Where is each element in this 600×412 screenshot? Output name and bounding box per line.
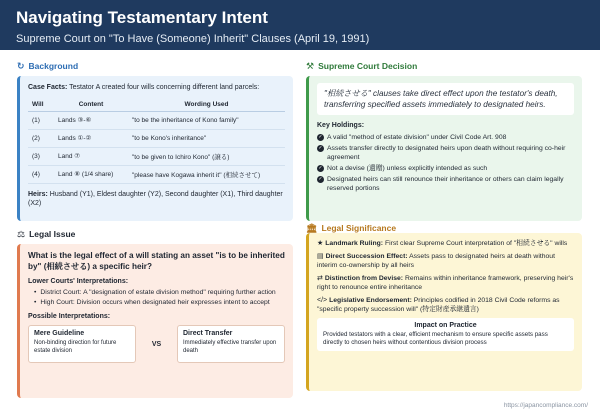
check-icon: ✓ <box>318 164 323 171</box>
gavel-icon: ⚒ <box>306 60 315 71</box>
possible-label: Possible Interpretations: <box>28 312 111 320</box>
document-icon: ▤ <box>317 253 324 260</box>
col-will: Will <box>28 98 54 112</box>
background-panel <box>17 76 293 221</box>
list-item: ✓ A valid "method of estate division" under Civil Code Art. 908 <box>318 133 507 141</box>
col-content: Content <box>54 98 128 112</box>
list-item: ✓ Assets transfer directly to designated heirs upon death without requiring co-heir agreement <box>318 144 566 161</box>
issue-heading: ⚖ Legal Issue <box>17 228 76 239</box>
code-icon: </> <box>317 297 328 304</box>
split-icon: ⇄ <box>317 275 323 282</box>
issue-panel <box>17 244 293 398</box>
list-item: </> Legislative Endorsement: Principles codified in 2018 Civil Code reforms as "specific property succession will" (特定財産承継遺言) <box>317 297 560 313</box>
background-heading: ↻ Background <box>17 60 79 71</box>
holdings-label: Key Holdings: <box>317 122 365 129</box>
impact-text: Provided testators with a clear, efficient mechanism to ensure specific assets pass directly to chosen heirs without contentious division process <box>323 331 548 346</box>
list-item: ✓ Not a devise (遺贈) unless explicitly intended as such <box>318 164 488 172</box>
significance-heading: 🏛 Legal Significance <box>306 222 397 233</box>
list-item: • High Court: Division occurs when designated heir expresses intent to accept <box>34 298 270 306</box>
list-item: • District Court: A "designation of estate division method" requiring further action <box>34 288 276 296</box>
case-facts-text: Testator A created four wills concerning different land parcels: <box>67 84 260 91</box>
option-direct-transfer: Direct Transfer Immediately effective transfer upon death <box>177 325 285 363</box>
list-item: ★ Landmark Ruling: First clear Supreme Court interpretation of "相続させる" wills <box>317 240 568 247</box>
table-row: (1) Lands ③-⑥ "to be the inheritance of Kono family" <box>28 111 285 129</box>
footer-url: https://japancompliance.com/ <box>503 402 588 409</box>
list-item: ▤ Direct Succession Effect: Assets pass to designated heirs at death without interim co-ownership by all heirs <box>317 253 555 269</box>
lower-courts-label: Lower Courts' Interpretations: <box>28 278 129 285</box>
table-row: (2) Lands ①-② "to be Kono's inheritance" <box>28 129 285 147</box>
check-icon: ✓ <box>318 144 323 151</box>
impact-box <box>317 318 574 351</box>
table-row: (4) Land ⑧ (1/4 share) "please have Kogawa inherit it" (相続させて) <box>28 165 285 183</box>
decision-quote: "相続させる" clauses take direct effect upon the testator's death, transferring specified assets immediately to designated heirs. <box>317 83 574 115</box>
page-header <box>0 0 600 50</box>
decision-heading: ⚒ Supreme Court Decision <box>306 60 418 71</box>
list-item: ⇄ Distinction from Devise: Remains within inheritance framework, preserving heir's right to renounce entire inheritance <box>317 275 574 291</box>
history-icon: ↻ <box>17 60 25 71</box>
scale-icon: ⚖ <box>17 228 26 239</box>
list-item: ✓ Designated heirs can still renounce their inheritance or others can claim legally reserved portions <box>318 175 564 192</box>
page-subtitle: Supreme Court on "To Have (Someone) Inherit" Clauses (April 19, 1991) <box>16 33 370 45</box>
case-facts-label: Case Facts: <box>28 84 68 91</box>
check-icon: ✓ <box>318 133 323 140</box>
col-wording: Wording Used <box>128 98 285 112</box>
star-icon: ★ <box>317 240 324 247</box>
interpretations-row <box>28 325 285 363</box>
wills-table <box>28 98 285 184</box>
significance-panel <box>306 233 582 391</box>
vs-label: VS <box>151 340 162 348</box>
option-guideline: Mere Guideline Non-binding direction for future estate division <box>28 325 136 363</box>
heirs-line: Heirs: Husband (Y1), Eldest daughter (Y2), Second daughter (X1), Third daughter (X2) <box>28 190 283 207</box>
check-icon: ✓ <box>318 175 323 182</box>
table-row: (3) Land ⑦ "to be given to Ichiro Kono" (譲る) <box>28 147 285 165</box>
issue-question: What is the legal effect of a will stating an asset "is to be inherited by" (相続させる) a specific heir? <box>28 251 285 271</box>
bank-icon: 🏛 <box>306 222 318 233</box>
decision-panel <box>306 76 582 221</box>
page-title: Navigating Testamentary Intent <box>16 8 268 27</box>
impact-title: Impact on Practice <box>414 322 477 329</box>
